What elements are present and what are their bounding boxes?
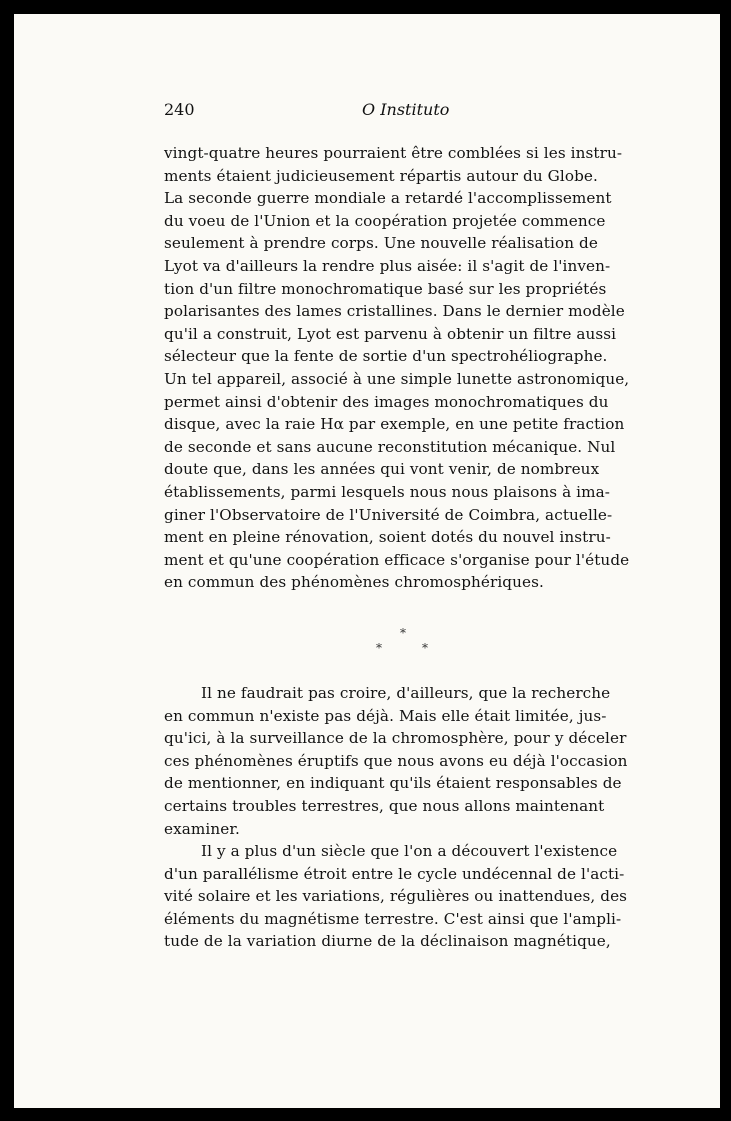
- text-line: La seconde guerre mondiale a retardé l'accomplissement: [164, 189, 612, 208]
- text-line: du voeu de l'Union et la coopération projetée commence: [164, 211, 606, 230]
- text-line: vingt-quatre heures pourraient être comblées si les instru-: [164, 144, 623, 162]
- text-line: polarisantes des lames cristallines. Dans le dernier modèle: [164, 302, 625, 321]
- text-line: qu'ici, à la surveillance de la chromosphère, pour y déceler: [164, 729, 627, 748]
- text-line: qu'il a construit, Lyot est parvenu à obtenir un filtre aussi: [164, 324, 617, 343]
- text-line: ces phénomènes éruptifs que nous avons eu déjà l'occasion: [164, 751, 628, 770]
- text-line: ment et qu'une coopération efficace s'organise pour l'étude: [164, 550, 630, 569]
- text-line: seulement à prendre corps. Une nouvelle réalisation de: [164, 234, 598, 253]
- text-line: Lyot va d'ailleurs la rendre plus aisée: il s'agit de l'inven-: [164, 256, 611, 275]
- text-line: tude de la variation diurne de la déclinaison magnétique,: [164, 932, 611, 951]
- separator-star: *: [376, 641, 382, 655]
- text-line: doute que, dans les années qui vont venir, de nombreux: [164, 460, 600, 479]
- text-line: en commun n'existe pas déjà. Mais elle était limitée, jus-: [164, 706, 607, 725]
- text-line: certains troubles terrestres, que nous allons maintenant: [164, 796, 605, 815]
- running-head: [14, 100, 720, 124]
- separator-star: *: [400, 626, 406, 640]
- text-line: Un tel appareil, associé à une simple lunette astronomique,: [164, 369, 630, 388]
- text-line: éléments du magnétisme terrestre. C'est ainsi que l'ampli-: [164, 909, 622, 928]
- text-line: d'un parallélisme étroit entre le cycle undécennal de l'acti-: [164, 864, 625, 883]
- paragraph-research-context: [164, 682, 638, 840]
- text-line: de seconde et sans aucune reconstitution mécanique. Nul: [164, 437, 616, 456]
- text-line: giner l'Observatoire de l'Université de Coimbra, actuelle-: [164, 505, 613, 524]
- text-line: en commun des phénomènes chromosphériques.: [164, 573, 544, 592]
- text-line: ment en pleine rénovation, soient dotés du nouvel instru-: [164, 528, 611, 547]
- document-page: [14, 14, 720, 1108]
- text-line: tion d'un filtre monochromatique basé sur les propriétés: [164, 279, 607, 298]
- page-number: 240: [164, 100, 195, 119]
- section-separator: [371, 626, 441, 666]
- text-line: disque, avec la raie Hα par exemple, en une petite fraction: [164, 415, 625, 434]
- text-line: de mentionner, en indiquant qu'ils étaient responsables de: [164, 774, 622, 793]
- text-line: sélecteur que la fente de sortie d'un spectrohéliographe.: [164, 347, 608, 366]
- text-line: permet ainsi d'obtenir des images monochromatiques du: [164, 392, 609, 411]
- paragraph-magnetism: [164, 840, 638, 953]
- text-line: ments étaient judicieusement répartis autour du Globe.: [164, 166, 598, 185]
- text-line: établissements, parmi lesquels nous nous plaisons à ima-: [164, 482, 611, 501]
- separator-star: *: [422, 641, 428, 655]
- journal-title: O Instituto: [362, 100, 450, 119]
- text-line: examiner.: [164, 819, 240, 838]
- text-line: vité solaire et les variations, régulières ou inattendues, des: [164, 887, 628, 906]
- text-line: Il ne faudrait pas croire, d'ailleurs, que la recherche: [201, 684, 611, 702]
- paragraph-chromosphere-filter: [164, 142, 638, 594]
- text-line: Il y a plus d'un siècle que l'on a découvert l'existence: [201, 842, 618, 860]
